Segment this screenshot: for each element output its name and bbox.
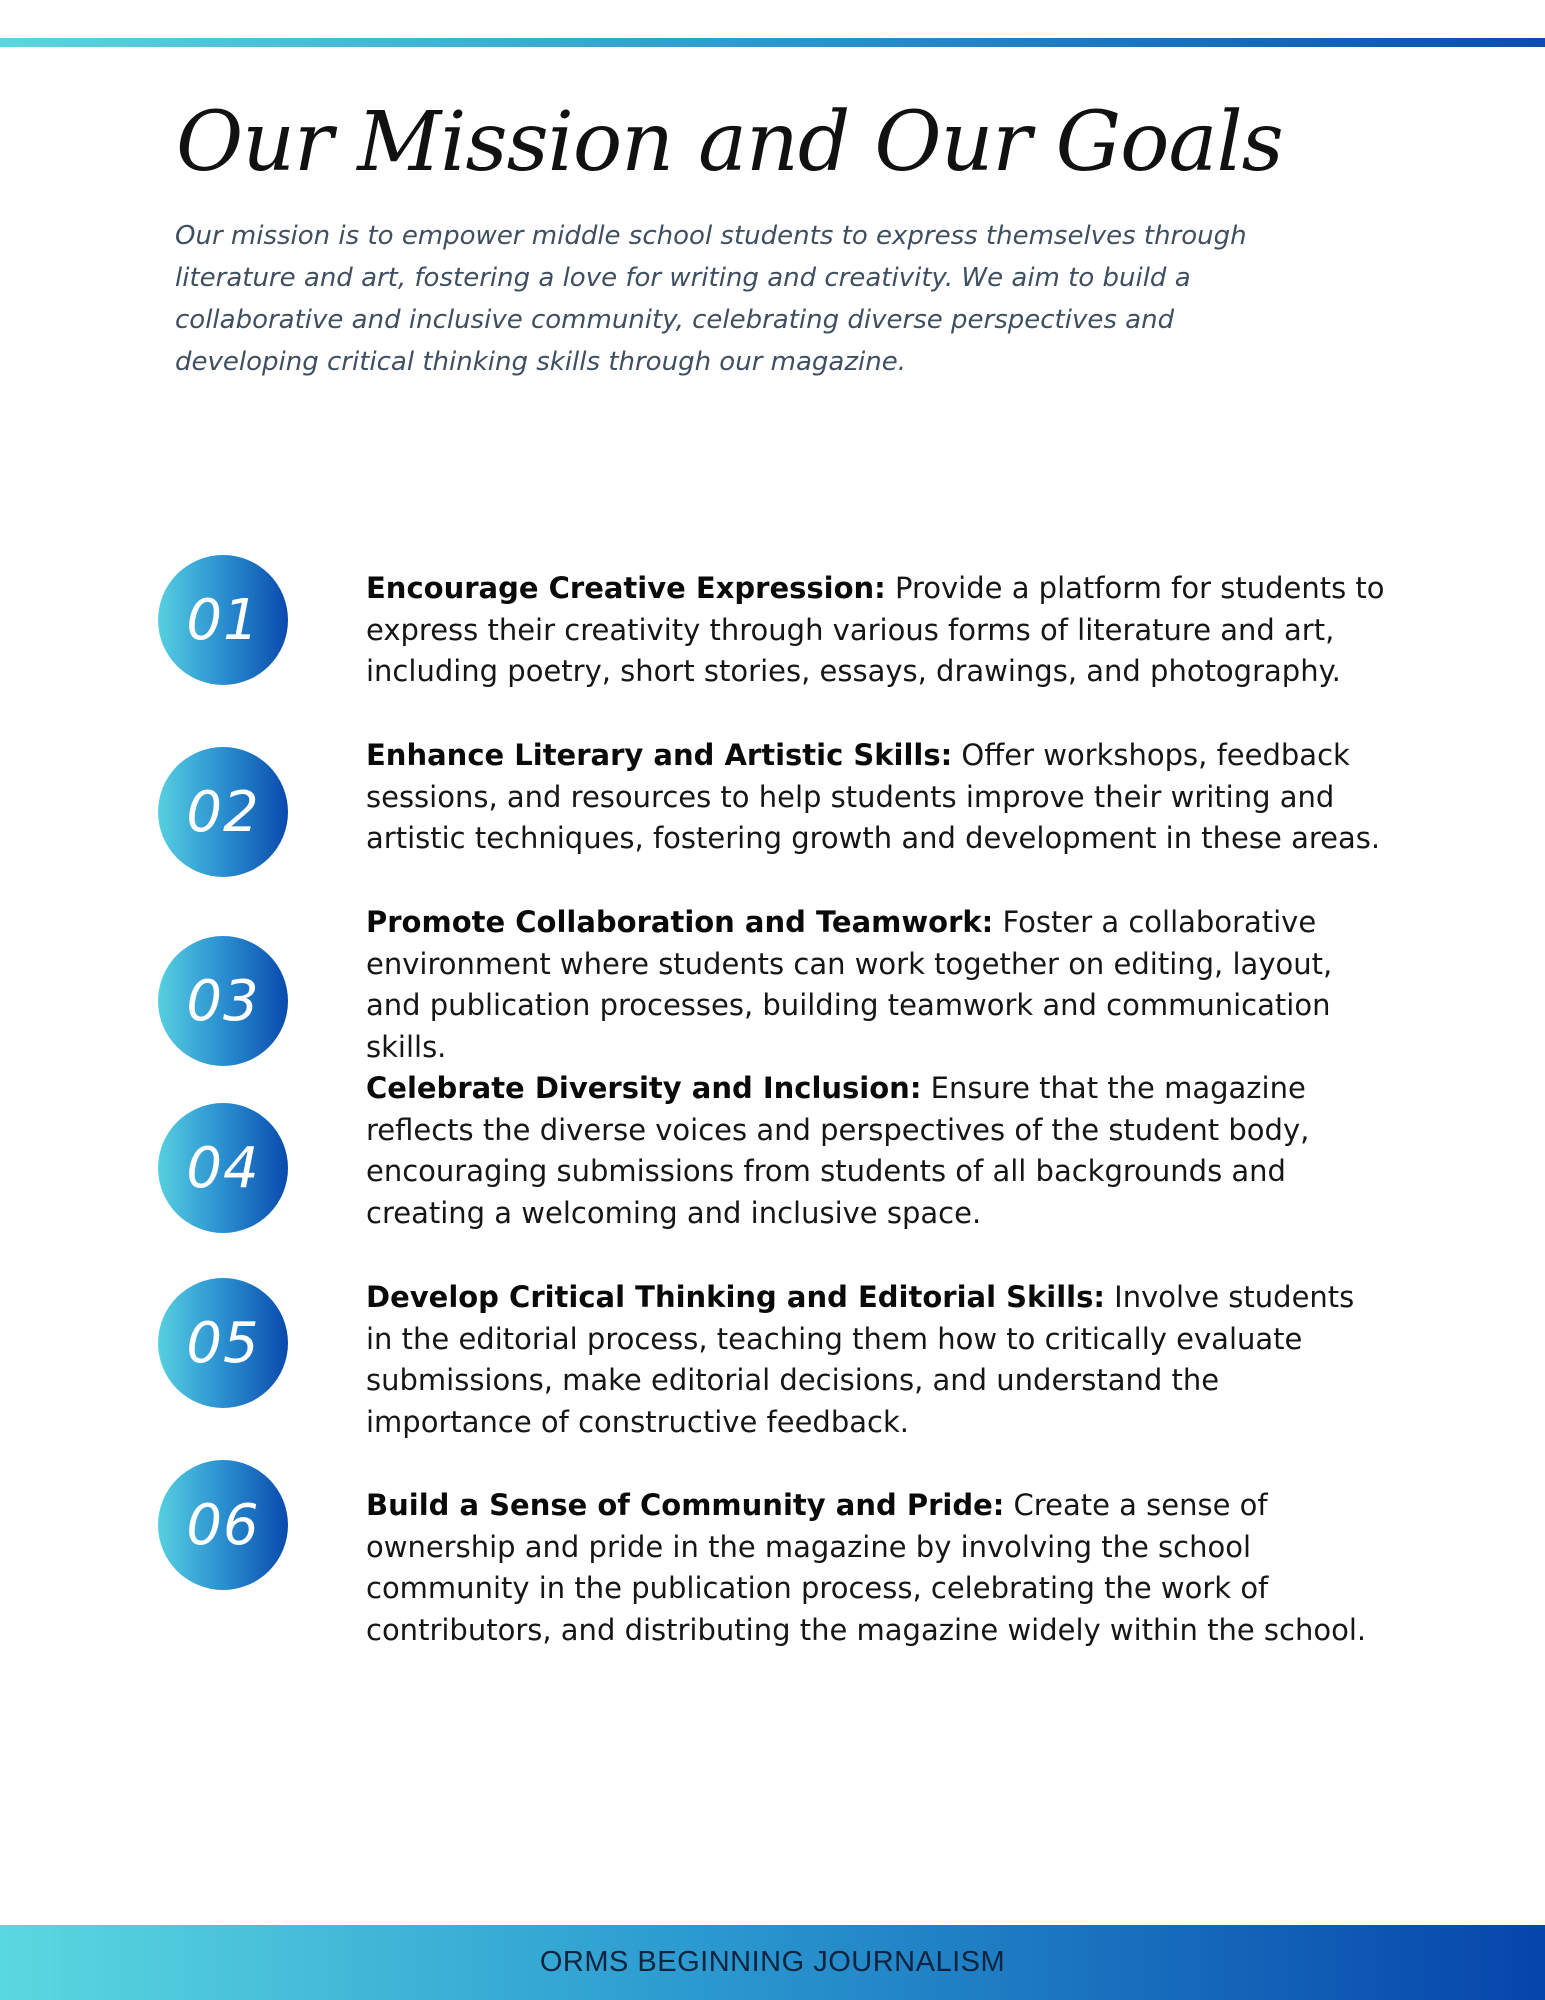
goal-body: Create a sense of ownership and pride in the magazine by involving the school community in the publication process, celebrating the work of contributors, and distributing the magazine widely within the school. [366,1488,1367,1648]
footer-bar [0,1925,1545,2000]
goal-heading: Celebrate Diversity and Inclusion: [366,1071,922,1105]
goal-item [366,1485,1386,1652]
goal-item [366,735,1386,860]
goal-item [366,902,1386,1069]
goal-body: Ensure that the magazine reflects the diverse voices and perspectives of the student body, encouraging submissions from students of all backgrounds and creating a welcoming and inclusive space. [366,1071,1310,1231]
goal-item [366,568,1386,693]
goal-number-badge: 06 [158,1460,288,1590]
goal-number-badge: 05 [158,1278,288,1408]
goal-body: Provide a platform for students to express their creativity through various forms of literature and art, including poetry, short stories, essays, drawings, and photography. [366,571,1385,689]
goal-heading: Develop Critical Thinking and Editorial Skills: [366,1280,1105,1314]
goal-heading: Enhance Literary and Artistic Skills: [366,738,953,772]
footer-text: ORMS BEGINNING JOURNALISM [539,1946,1006,1978]
goal-item [366,1068,1386,1235]
goal-number-badge: 04 [158,1103,288,1233]
goal-number-badge: 03 [158,936,288,1066]
page-title: Our Mission and Our Goals [176,95,1283,190]
goal-heading: Encourage Creative Expression: [366,571,886,605]
goal-heading: Build a Sense of Community and Pride: [366,1488,1005,1522]
mission-statement: Our mission is to empower middle school students to express themselves through literature and art, fostering a love for writing and creativity. We aim to build a collaborative and inclusive community, celebrating diverse perspectives and developing critical thinking skills through our magazine. [175,221,1247,377]
goal-heading: Promote Collaboration and Teamwork: [366,905,994,939]
goal-body: Offer workshops, feedback sessions, and resources to help students improve their writing and artistic techniques, fostering growth and development in these areas. [366,738,1381,856]
goal-body: Foster a collaborative environment where students can work together on editing, layout, and publication processes, building teamwork and communication skills. [366,905,1333,1065]
goal-body: Involve students in the editorial process, teaching them how to critically evaluate submissions, make editorial decisions, and understand the importance of constructive feedback. [366,1280,1355,1440]
goal-number-badge: 02 [158,747,288,877]
goal-number-badge: 01 [158,555,288,685]
goal-item [366,1277,1386,1444]
